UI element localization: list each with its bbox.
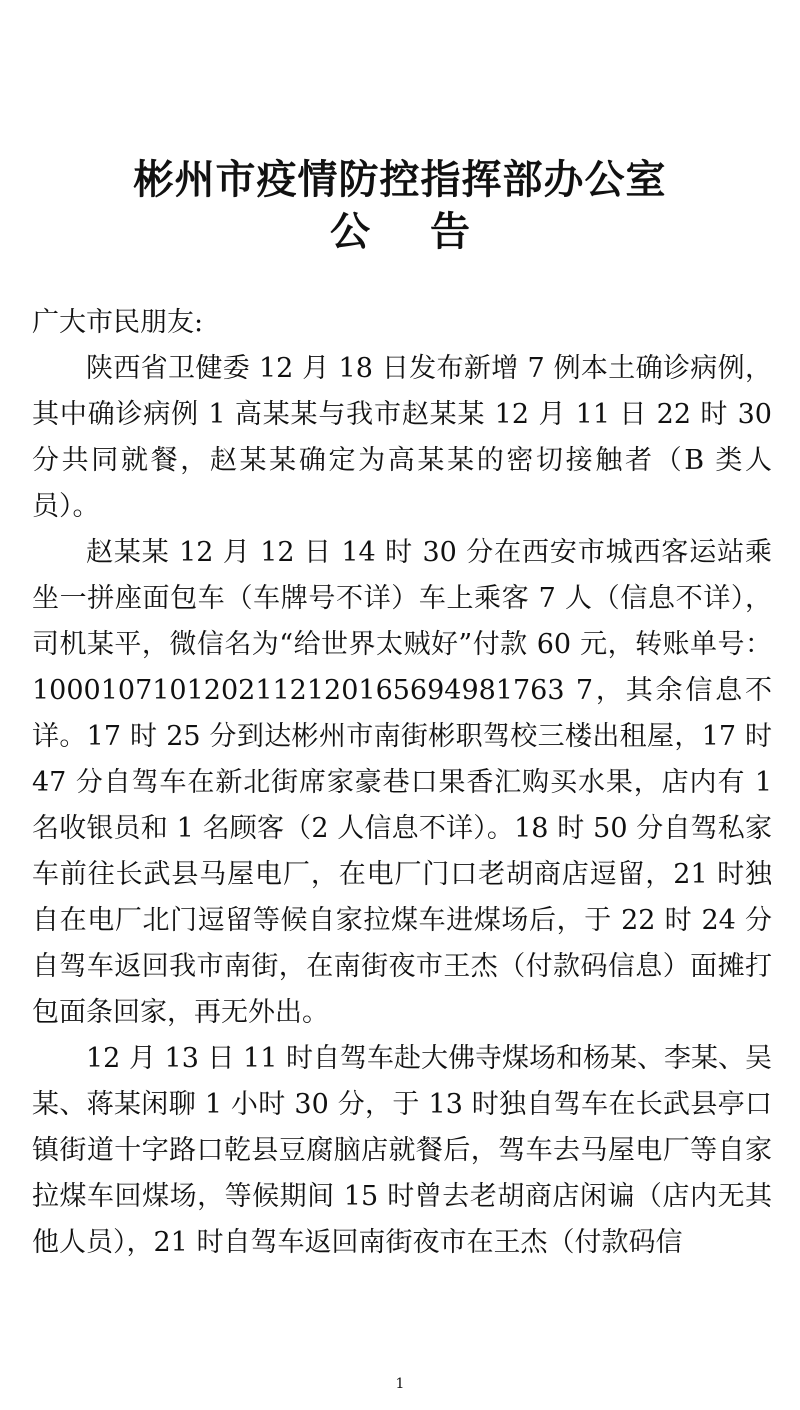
document-body	[32, 300, 772, 1266]
paragraph-1: 陕西省卫健委 12 月 18 日发布新增 7 例本土确诊病例，其中确诊病例 1 高某某与我市赵某某 12 月 11 日 22 时 30 分共同就餐，赵某某确定为高某某的密切接触者（B 类人员）。	[32, 353, 772, 522]
paragraph-3: 12 月 13 日 11 时自驾车赴大佛寺煤场和杨某、李某、吴某、蒋某闲聊 1 小时 30 分，于 13 时独自驾车在长武县亭口镇街道十字路口乾县豆腐脑店就餐后，驾车去马屋电厂等自家拉煤车回煤场，等候期间 15 时曾去老胡商店闲谝（店内无其他人员），21 时自驾车返回南街夜市在王杰（付款码信	[32, 1043, 772, 1258]
document-title: 彬州市疫情防控指挥部办公室	[133, 156, 667, 203]
page-number: 1	[395, 1376, 405, 1392]
salutation: 广大市民朋友:	[32, 307, 204, 338]
paragraph-2: 赵某某 12 月 12 日 14 时 30 分在西安市城西客运站乘坐一拼座面包车（车牌号不详）车上乘客 7 人（信息不详），司机某平，微信名为“给世界太贼好”付款 60 元，转账单号：1000107101202112120165694981763 7，其余信息不详。17 时 25 分到达彬州市南街彬职驾校三楼出租屋，17 时 47 分自驾车在新北街席家豪巷口果香汇购买水果，店内有 1 名收银员和 1 名顾客（2 人信息不详）。18 时 50 分自驾私家车前往长武县马屋电厂，在电厂门口老胡商店逗留，21 时独自在电厂北门逗留等候自家拉煤车进煤场后，于 22 时 24 分自驾车返回我市南街，在南街夜市王杰（付款码信息）面摊打包面条回家，再无外出。	[32, 537, 772, 1028]
document-subtitle: 公告	[330, 208, 530, 255]
